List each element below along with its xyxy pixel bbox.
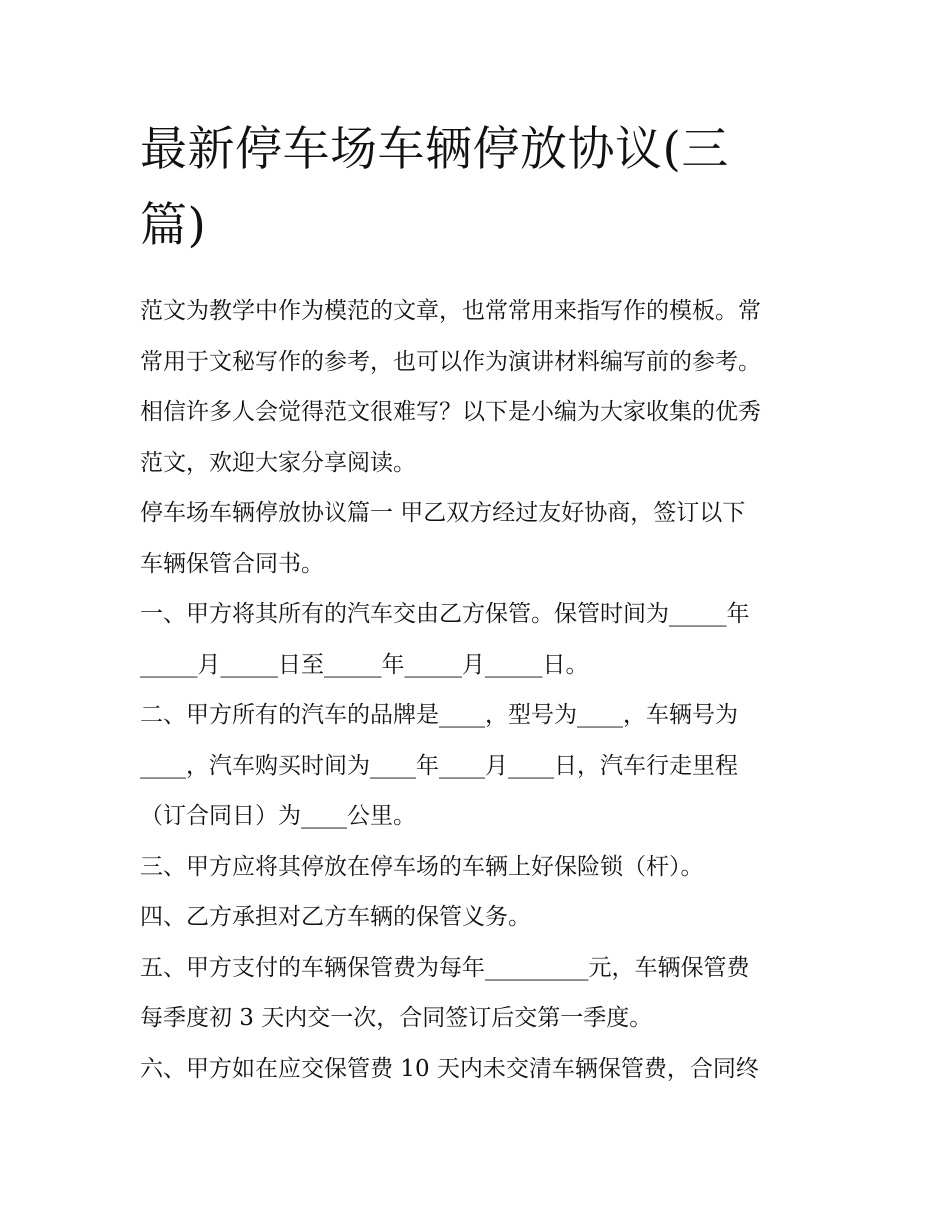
title-line: 篇): [140, 198, 207, 253]
page-title: [140, 112, 816, 264]
clause-3: [140, 842, 816, 893]
text-line: 四、乙方承担对乙方车辆的保管义务。: [140, 904, 531, 930]
section-one-heading: [140, 488, 816, 589]
text-line: 一、甲方将其所有的汽车交由乙方保管。保管时间为_____年: [140, 601, 750, 627]
text-line: 停车场车辆停放协议篇一 甲乙双方经过友好协商，签订以下: [140, 500, 746, 526]
text-line: 范文，欢迎大家分享阅读。: [140, 449, 416, 476]
clause-2: [140, 690, 816, 842]
intro-paragraph: [140, 286, 816, 488]
text-line: （订合同日）为____公里。: [140, 803, 416, 829]
text-line: 二、甲方所有的汽车的品牌是____，型号为____，车辆号为: [140, 702, 738, 728]
text-line: 相信许多人会觉得范文很难写？以下是小编为大家收集的优秀: [140, 399, 761, 425]
text-line: 范文为教学中作为模范的文章，也常常用来指写作的模板。常: [140, 298, 761, 324]
clause-1: [140, 589, 816, 690]
text-line: 每季度初 3 天内交一次，合同签订后交第一季度。: [140, 1005, 653, 1031]
clause-5: [140, 943, 816, 1044]
clause-6: [140, 1044, 816, 1095]
text-line: 车辆保管合同书。: [140, 550, 324, 577]
document-page: [140, 112, 816, 1094]
text-line: ____，汽车购买时间为____年____月____日，汽车行走里程: [140, 752, 738, 779]
text-line: 常用于文秘写作的参考，也可以作为演讲材料编写前的参考。: [140, 348, 761, 375]
text-line: _____月_____日至_____年_____月_____日。: [140, 651, 589, 678]
clause-4: [140, 892, 816, 943]
title-line: 最新停车场车辆停放协议(三: [140, 122, 729, 177]
text-line: 三、甲方应将其停放在停车场的车辆上好保险锁（杆）。: [140, 853, 704, 880]
text-line: 五、甲方支付的车辆保管费为每年_________元，车辆保管费: [140, 954, 750, 981]
text-line: 六、甲方如在应交保管费 10 天内未交清车辆保管费，合同终: [140, 1055, 759, 1082]
